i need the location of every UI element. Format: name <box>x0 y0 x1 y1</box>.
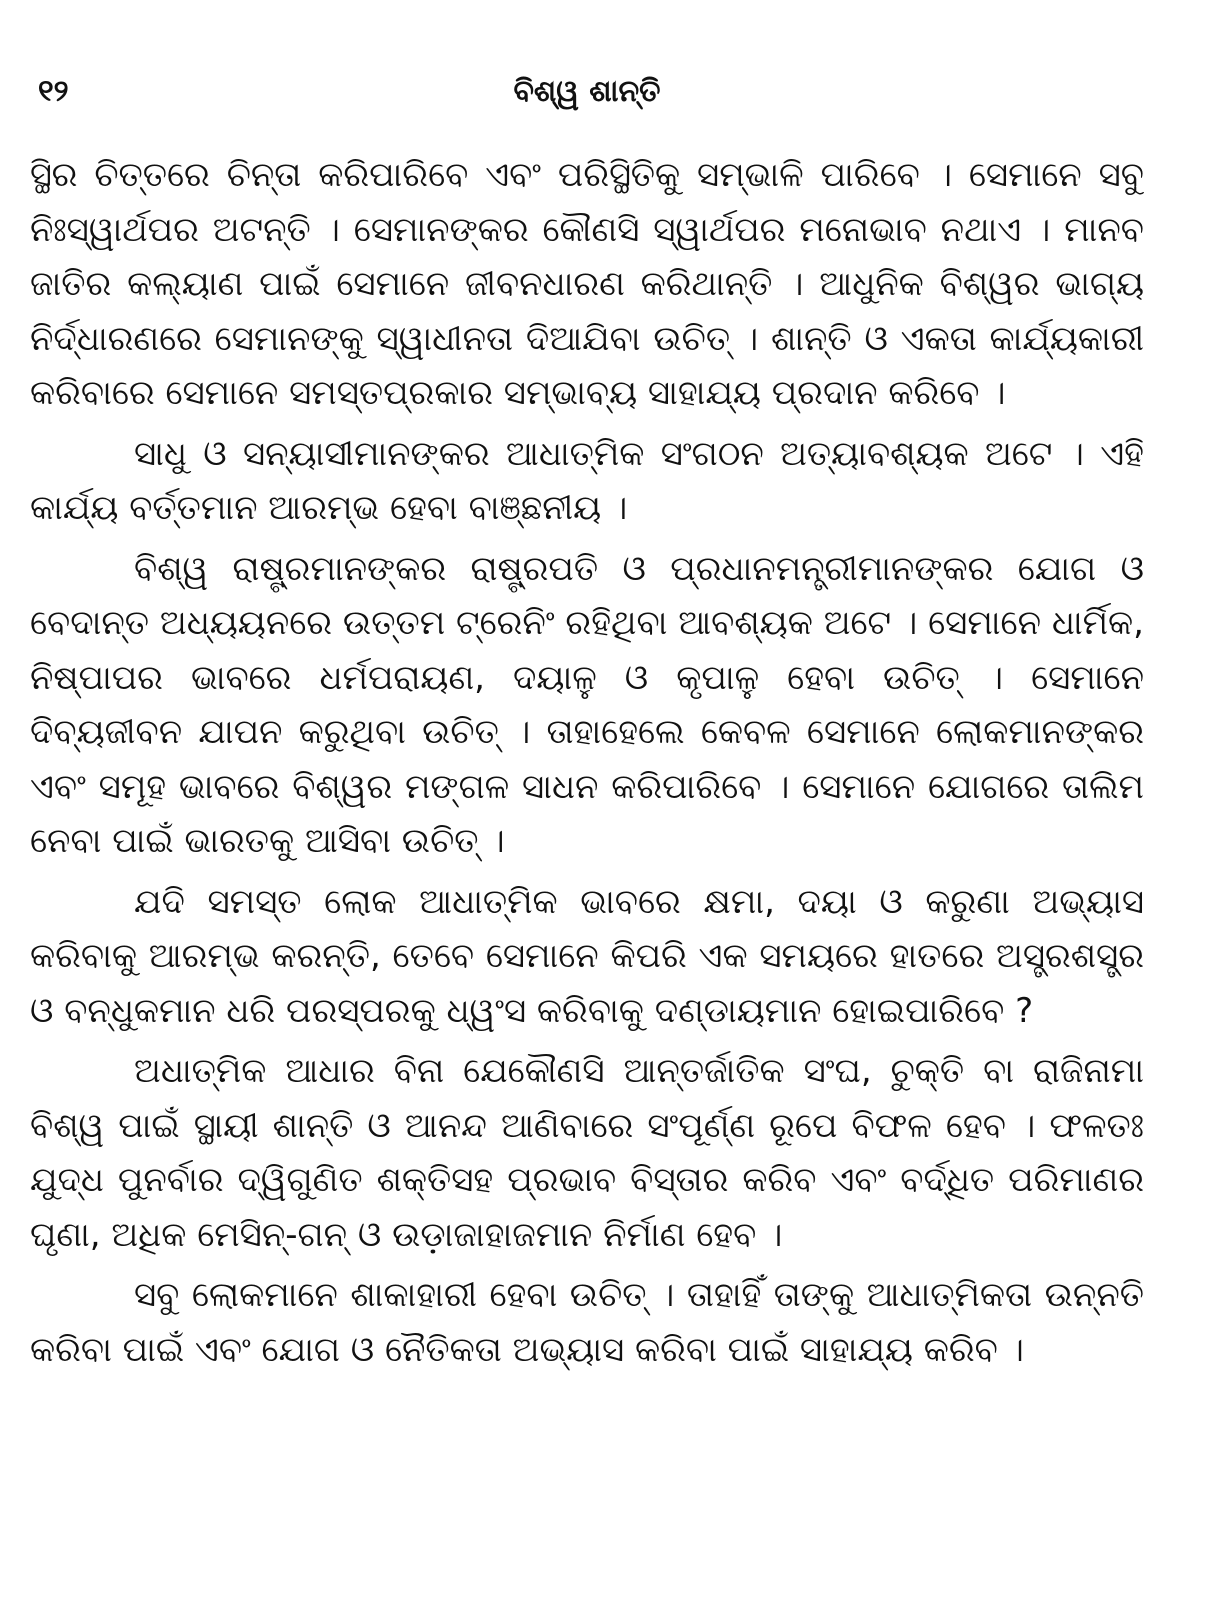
page-header <box>30 74 1144 114</box>
paragraph-5: ଅଧାତ୍ମିକ ଆଧାର ବିନା ଯେକୌଣସି ଆନ୍ତର୍ଜାତିକ ସଂଘ, ଚୁକ୍ତି ବା ରାଜିନାମା ବିଶ୍ୱ ପାଇଁ ସ୍ଥାୟୀ ଶାନ୍ତି ଓ ଆନନ୍ଦ ଆଣିବାରେ ସଂପୂର୍ଣ୍ଣ ରୂପେ ବିଫଳ ହେବ । ଫଳତଃ ଯୁଦ୍ଧ ପୁନର୍ବାର ଦ୍ୱିଗୁଣିତ ଶକ୍ତିସହ ପ୍ରଭାବ ବିସ୍ତାର କରିବ ଏବଂ ବର୍ଦ୍ଧିତ ପରିମାଣର ଘୃଣା, ଅଧିକ ମେସିନ୍-ଗନ୍ ଓ ଉଡ଼ାଜାହାଜମାନ ନିର୍ମାଣ ହେବ । <box>30 1051 1144 1255</box>
paragraph-2: ସାଧୁ ଓ ସନ୍ୟାସୀମାନଙ୍କର ଆଧାତ୍ମିକ ସଂଗଠନ ଅତ୍ୟାବଶ୍ୟକ ଅଟେ । ଏହି କାର୍ଯ୍ୟ ବର୍ତ୍ତମାନ ଆରମ୍ଭ ହେବା ବାଞ୍ଛନୀୟ । <box>30 433 1144 528</box>
paragraph-4: ଯଦି ସମସ୍ତ ଲୋକ ଆଧାତ୍ମିକ ଭାବରେ କ୍ଷମା, ଦୟା ଓ କରୁଣା ଅଭ୍ୟାସ କରିବାକୁ ଆରମ୍ଭ କରନ୍ତି, ତେବେ ସେମାନେ କିପରି ଏକ ସମୟରେ ହାତରେ ଅସ୍ତ୍ରଶସ୍ତ୍ର ଓ ବନ୍ଧୁକମାନ ଧରି ପରସ୍ପରକୁ ଧ୍ୱଂସ କରିବାକୁ ଦଣ୍ଡାୟମାନ ହୋଇପାରିବେ ? <box>30 881 1144 1031</box>
running-title: ବିଶ୍ୱ ଶାନ୍ତି <box>513 74 661 109</box>
page-number: ୧୨ <box>38 74 69 109</box>
body-text <box>30 148 1144 1383</box>
paragraph-3: ବିଶ୍ୱ ରାଷ୍ଟ୍ରମାନଙ୍କର ରାଷ୍ଟ୍ରପତି ଓ ପ୍ରଧାନମନ୍ତ୍ରୀମାନଙ୍କର ଯୋଗ ଓ ବେଦାନ୍ତ ଅଧ୍ୟୟନରେ ଉତ୍ତମ ଟ୍ରେନିଂ ରହିଥିବା ଆବଶ୍ୟକ ଅଟେ । ସେମାନେ ଧାର୍ମିକ, ନିଷ୍ପାପର ଭାବରେ ଧର୍ମପରାୟଣ, ଦୟାଳୁ ଓ କୃପାଳୁ ହେବା ଉଚିତ୍ । ସେମାନେ ଦିବ୍ୟଜୀବନ ଯାପନ କରୁଥିବା ଉଚିତ୍ । ତାହାହେଲେ କେବଳ ସେମାନେ ଲୋକମାନଙ୍କର ଏବଂ ସମୂହ ଭାବରେ ବିଶ୍ୱର ମଙ୍ଗଳ ସାଧନ କରିପାରିବେ । ସେମାନେ ଯୋଗରେ ତାଲିମ ନେବା ପାଇଁ ଭାରତକୁ ଆସିବା ଉଚିତ୍ । <box>30 548 1144 861</box>
paragraph-6: ସବୁ ଲୋକମାନେ ଶାକାହାରୀ ହେବା ଉଚିତ୍ । ତାହାହିଁ ତାଙ୍କୁ ଆଧାତ୍ମିକତା ଉନ୍ନତି କରିବା ପାଇଁ ଏବଂ ଯୋଗ ଓ ନୈତିକତା ଅଭ୍ୟାସ କରିବା ପାଇଁ ସାହାଯ୍ୟ କରିବ । <box>30 1275 1144 1370</box>
paragraph-1: ସ୍ଥିର ଚିତ୍ତରେ ଚିନ୍ତା କରିପାରିବେ ଏବଂ ପରିସ୍ଥିତିକୁ ସମ୍ଭାଳି ପାରିବେ । ସେମାନେ ସବୁ ନିଃସ୍ୱାର୍ଥପର ଅଟନ୍ତି । ସେମାନଙ୍କର କୌଣସି ସ୍ୱାର୍ଥପର ମନୋଭାବ ନଥାଏ । ମାନବ ଜାତିର କଲ୍ୟାଣ ପାଇଁ ସେମାନେ ଜୀବନଧାରଣ କରିଥାନ୍ତି । ଆଧୁନିକ ବିଶ୍ୱର ଭାଗ୍ୟ ନିର୍ଦ୍ଧାରଣରେ ସେମାନଙ୍କୁ ସ୍ୱାଧୀନତା ଦିଆଯିବା ଉଚିତ୍ । ଶାନ୍ତି ଓ ଏକତା କାର୍ଯ୍ୟକାରୀ କରିବାରେ ସେମାନେ ସମସ୍ତପ୍ରକାର ସମ୍ଭାବ୍ୟ ସାହାଯ୍ୟ ପ୍ରଦାନ କରିବେ । <box>30 155 1144 413</box>
